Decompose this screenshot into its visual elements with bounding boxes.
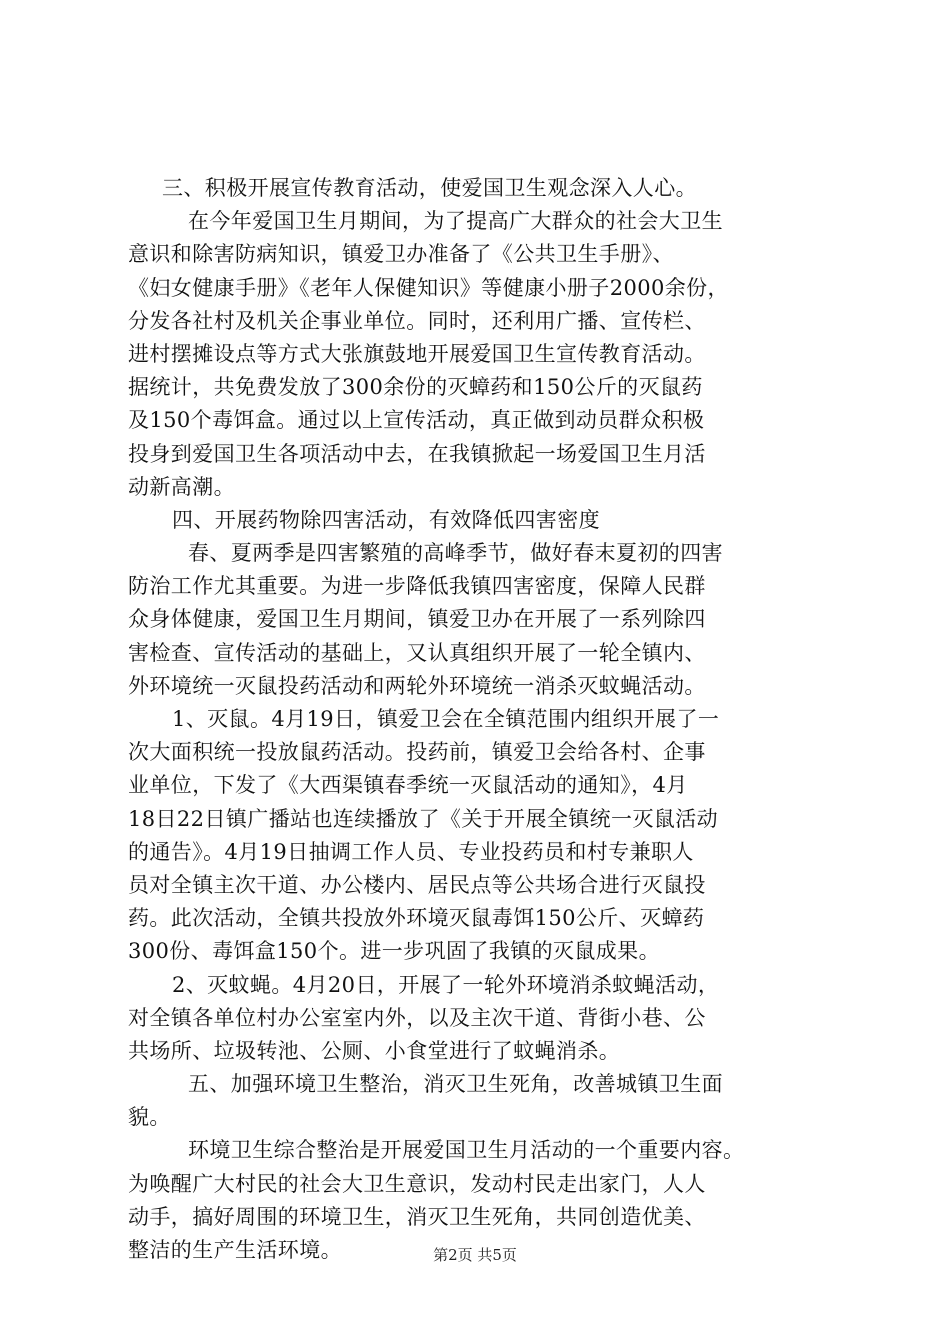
text-line: 防治工作尤其重要。为进一步降低我镇四害密度，保障人民群	[128, 574, 706, 599]
text-line: 员对全镇主次干道、办公楼内、居民点等公共场合进行灭鼠投	[128, 872, 706, 897]
section-heading-5: 五、加强环境卫生整治，消灭卫生死角，改善城镇卫生面	[188, 1072, 723, 1097]
text-line: 300份、毒饵盒150个。进一步巩固了我镇的灭鼠成果。	[128, 939, 660, 964]
text-line: 2、灭蚊蝇。4月20日，开展了一轮外环境消杀蚊蝇活动，	[172, 972, 720, 997]
text-line: 及150个毒饵盒。通过以上宣传活动，真正做到动员群众积极	[128, 408, 705, 433]
text-line: 《妇女健康手册》《老年人保健知识》等健康小册子2000余份，	[128, 275, 729, 300]
text-line: 投身到爱国卫生各项活动中去，在我镇掀起一场爱国卫生月活	[128, 441, 706, 466]
text-line: 据统计，共免费发放了300余份的灭蟑药和150公斤的灭鼠药	[128, 375, 703, 400]
text-line: 意识和除害防病知识，镇爱卫办准备了《公共卫生手册》、	[128, 242, 674, 267]
section-heading-3: 三、积极开展宣传教育活动，使爱国卫生观念深入人心。	[162, 176, 697, 200]
text-line: 18日22日镇广播站也连续播放了《关于开展全镇统一灭鼠活动	[128, 806, 719, 831]
text-line: 1、灭鼠。4月19日，镇爱卫会在全镇范围内组织开展了一	[172, 707, 720, 731]
text-line: 次大面积统一投放鼠药活动。投药前，镇爱卫会给各村、企事	[128, 740, 706, 765]
page-number-footer: 第2页 共5页	[433, 1246, 517, 1264]
text-line: 分发各社村及机关企事业单位。同时，还利用广播、宣传栏、	[128, 308, 706, 333]
text-line: 为唤醒广大村民的社会大卫生意识，发动村民走出家门，人人	[128, 1171, 706, 1196]
text-line: 动新高潮。	[128, 474, 235, 499]
text-line: 众身体健康，爱国卫生月期间，镇爱卫办在开展了一系列除四	[128, 607, 706, 632]
text-line: 的通告》。4月19日抽调工作人员、专业投药员和村专兼职人	[128, 839, 694, 864]
text-line: 外环境统一灭鼠投药活动和两轮外环境统一消杀灭蚊蝇活动。	[128, 673, 706, 698]
text-line: 进村摆摊设点等方式大张旗鼓地开展爱国卫生宣传教育活动。	[128, 341, 706, 366]
text-line: 业单位，下发了《大西渠镇春季统一灭鼠活动的通知》，4月	[128, 773, 688, 798]
text-line: 整洁的生产生活环境。	[128, 1238, 342, 1262]
text-line: 害检查、宣传活动的基础上，又认真组织开展了一轮全镇内、	[128, 640, 706, 665]
text-line: 对全镇各单位村办公室室内外，以及主次干道、背街小巷、公	[128, 1005, 706, 1030]
text-line: 春、夏两季是四害繁殖的高峰季节，做好春末夏初的四害	[188, 541, 723, 566]
document-body	[128, 172, 848, 1267]
text-line: 环境卫生综合整治是开展爱国卫生月活动的一个重要内容。	[188, 1138, 745, 1163]
text-line: 貌。	[128, 1105, 171, 1130]
text-line: 药。此次活动，全镇共投放外环境灭鼠毒饵150公斤、灭蟑药	[128, 906, 705, 931]
text-line: 动手，搞好周围的环境卫生，消灭卫生死角，共同创造优美、	[128, 1204, 706, 1229]
text-line: 共场所、垃圾转池、公厕、小食堂进行了蚊蝇消杀。	[128, 1038, 621, 1063]
text-line: 在今年爱国卫生月期间，为了提高广大群众的社会大卫生	[188, 209, 723, 234]
section-heading-4: 四、开展药物除四害活动，有效降低四害密度	[172, 507, 600, 532]
